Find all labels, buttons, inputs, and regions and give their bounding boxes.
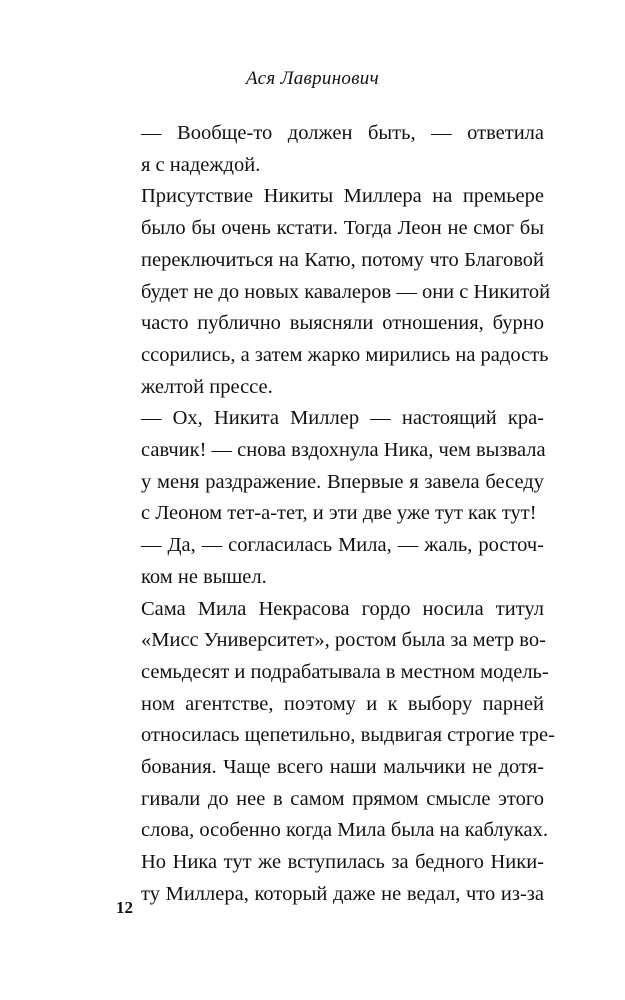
text-line: ном агентстве, поэтому и к выбору парней (141, 692, 544, 715)
paragraph (116, 118, 544, 181)
text-line: — Вообще-то должен быть, — ответила (141, 122, 544, 144)
text-line: слова, особенно когда Мила была на каблуках. (141, 819, 549, 842)
text-line: Сама Мила Некрасова гордо носила титул (141, 597, 544, 620)
page-body (116, 118, 555, 911)
text-line: желтой прессе. (141, 375, 273, 398)
text-line: относилась щепетильно, выдвигая строгие тре- (141, 724, 555, 747)
paragraph (116, 403, 544, 530)
text-line: савчик! — снова вздохнула Ника, чем вызвала (141, 439, 546, 462)
text-line: Присутствие Никиты Миллера на премьере (141, 185, 544, 208)
text-line: Но Ника тут же вступилась за бедного Ники- (141, 851, 544, 874)
text-line: я с надеждой. (141, 153, 261, 176)
text-line: было бы очень кстати. Тогда Леон не смог бы (141, 217, 544, 240)
text-line: ту Миллера, который даже не ведал, что из-за (141, 882, 544, 905)
text-line: ссорились, а затем жарко мирились на радость (141, 343, 549, 366)
text-line: — Да, — согласилась Мила, — жаль, росточ- (141, 534, 544, 557)
text-line: ком не вышел. (141, 565, 267, 588)
text-line: семьдесят и подрабатывала в местном модель- (141, 660, 549, 683)
paragraph (116, 594, 555, 911)
text-line: часто публично выясняли отношения, бурно (141, 312, 544, 335)
text-line: переключиться на Катю, потому что Благовой (141, 248, 544, 271)
text-line: «Мисс Университет», ростом была за метр во- (141, 629, 546, 652)
page-number: 12 (116, 898, 133, 917)
text-line: — Ох, Никита Миллер — настоящий кра- (141, 407, 544, 430)
text-line: бования. Чаще всего наши мальчики не дотя- (141, 756, 544, 779)
text-line: будет не до новых кавалеров — они с Никитой (141, 280, 551, 303)
text-line: с Леоном тет-а-тет, и эти две уже тут как тут! (141, 502, 537, 525)
paragraph (116, 530, 544, 593)
text-line: гивали до нее в самом прямом смысле этого (141, 787, 544, 810)
running-header-author: Ася Лавринович (246, 68, 379, 89)
paragraph (116, 181, 551, 403)
text-line: у меня раздражение. Впервые я завела беседу (141, 470, 544, 493)
